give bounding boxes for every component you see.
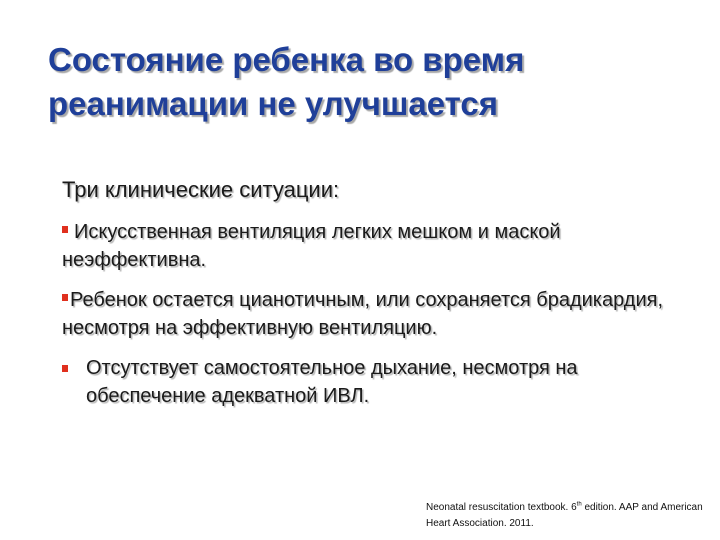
bullet-item-2-text: Ребенок остается цианотичным, или сохраняется брадикардия, несмотря на эффективную вентиляцию. [62,289,664,339]
bullet-square-icon [62,365,68,372]
bullet-item-2 [62,286,682,342]
source-footnote [426,500,716,532]
slide-body [62,176,682,422]
footnote-text-2: edition. AAP and American Heart Association. 2011. [426,502,703,529]
slide-title [48,38,688,126]
slide-title-line-1: Состояние ребенка во время [48,41,525,78]
bullet-square-icon [62,226,68,233]
footnote-superscript: th [576,501,582,508]
bullet-square-icon [62,294,68,301]
bullet-item-3 [62,354,682,410]
footnote-text-1: Neonatal resuscitation textbook. 6 [426,502,577,513]
intro-text: Три клинические ситуации: [62,177,340,202]
slide-title-line-2: реанимации не улучшается [48,85,498,122]
bullet-item-3-text: Отсутствует самостоятельное дыхание, несмотря на обеспечение адекватной ИВЛ. [86,357,578,407]
bullet-item-1-text: Искусственная вентиляция легких мешком и маской неэффективна. [62,221,561,271]
bullet-item-1 [62,218,682,274]
